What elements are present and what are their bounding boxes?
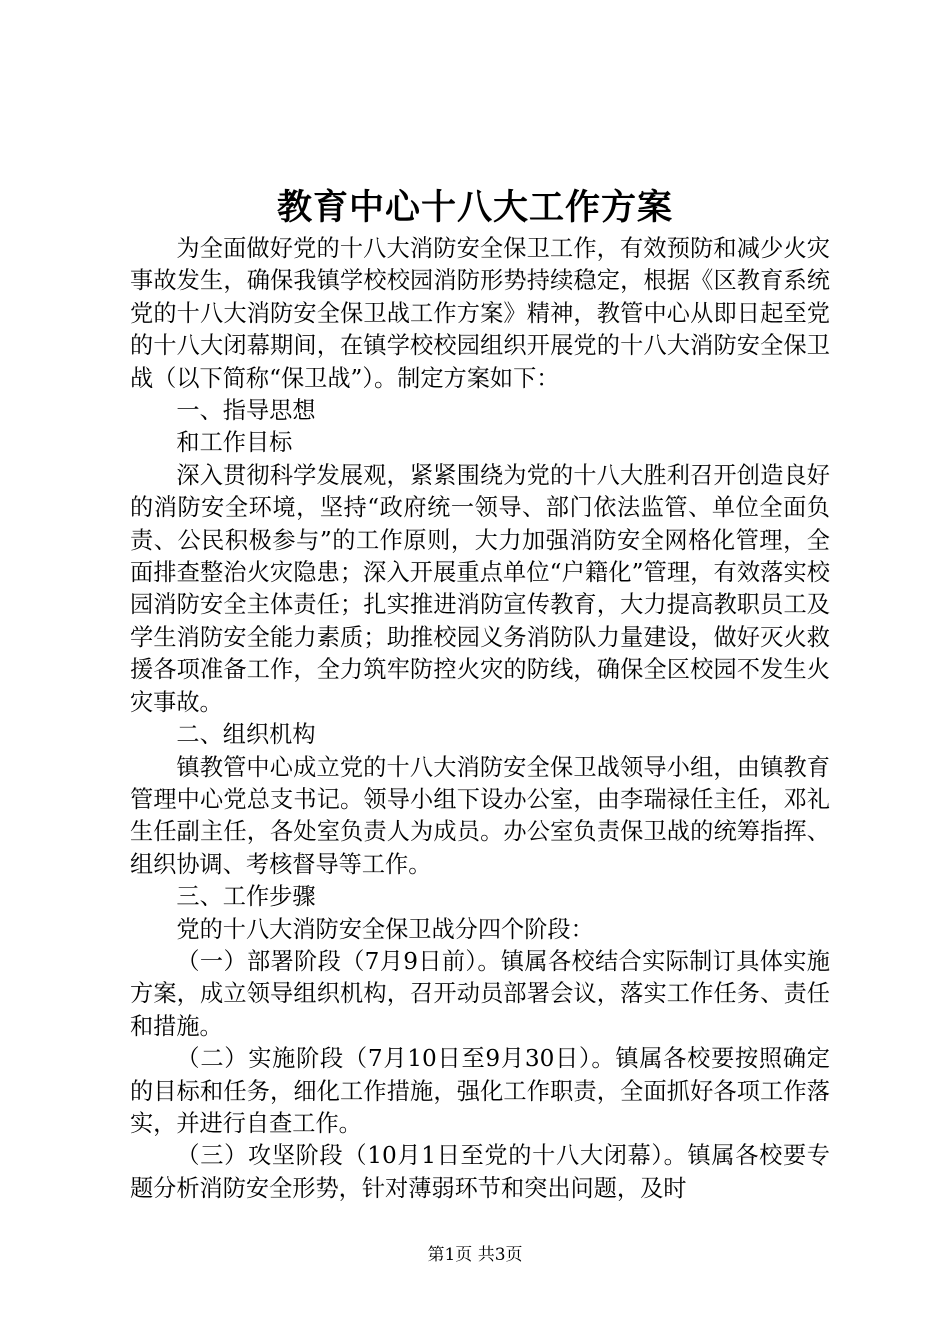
section-3-heading: 三、工作步骤 <box>176 883 316 911</box>
section-1-heading-line-2: 和工作目标 <box>176 429 293 457</box>
intro-paragraph: 为全面做好党的十八大消防安全保卫工作，有效预防和减少火灾事故发生，确保我镇学校校园消防形势持续稳定，根据《区教育系统党的十八大消防安全保卫战工作方案》精神，教管中心从即日起至党的十八大闭幕期间，在镇学校校园组织开展党的十八大消防安全保卫战（以下简称“保卫战”）。制定方案如下： <box>130 235 830 392</box>
step-1-paragraph: （一）部署阶段（7月9日前）。镇属各校结合实际制订具体实施方案，成立领导组织机构，召开动员部署会议，落实工作任务、责任和措施。 <box>130 947 830 1040</box>
document-title: 教育中心十八大工作方案 <box>276 187 673 228</box>
section-1-paragraph: 深入贯彻科学发展观，紧紧围绕为党的十八大胜利召开创造良好的消防安全环境，坚持“政府统一领导、部门依法监管、单位全面负责、公民积极参与”的工作原则，大力加强消防安全网格化管理，全面排查整治火灾隐患；深入开展重点单位“户籍化”管理，有效落实校园消防安全主体责任；扎实推进消防宣传教育，大力提高教职员工及学生消防安全能力素质；助推校园义务消防队力量建设，做好灭火救援各项准备工作，全力筑牢防控火灾的防线，确保全区校园不发生火灾事故。 <box>130 461 830 716</box>
section-2-heading: 二、组织机构 <box>176 721 316 749</box>
page-number-footer: 第1页 共3页 <box>427 1245 523 1265</box>
step-3-paragraph: （三）攻坚阶段（10月1日至党的十八大闭幕）。镇属各校要专题分析消防安全形势，针对薄弱环节和突出问题，及时 <box>130 1142 830 1202</box>
section-2-paragraph: 镇教管中心成立党的十八大消防安全保卫战领导小组，由镇教育管理中心党总支书记。领导小组下设办公室，由李瑞禄任主任，邓礼生任副主任，各处室负责人为成员。办公室负责保卫战的统筹指挥、组织协调、考核督导等工作。 <box>130 753 830 878</box>
document-body <box>130 233 830 1205</box>
step-2-paragraph: （二）实施阶段（7月10日至9月30日）。镇属各校要按照确定的目标和任务，细化工作措施，强化工作职责，全面抓好各项工作落实，并进行自查工作。 <box>130 1045 830 1137</box>
section-3-intro: 党的十八大消防安全保卫战分四个阶段： <box>176 915 594 943</box>
section-1-heading-line-1: 一、指导思想 <box>176 397 316 425</box>
